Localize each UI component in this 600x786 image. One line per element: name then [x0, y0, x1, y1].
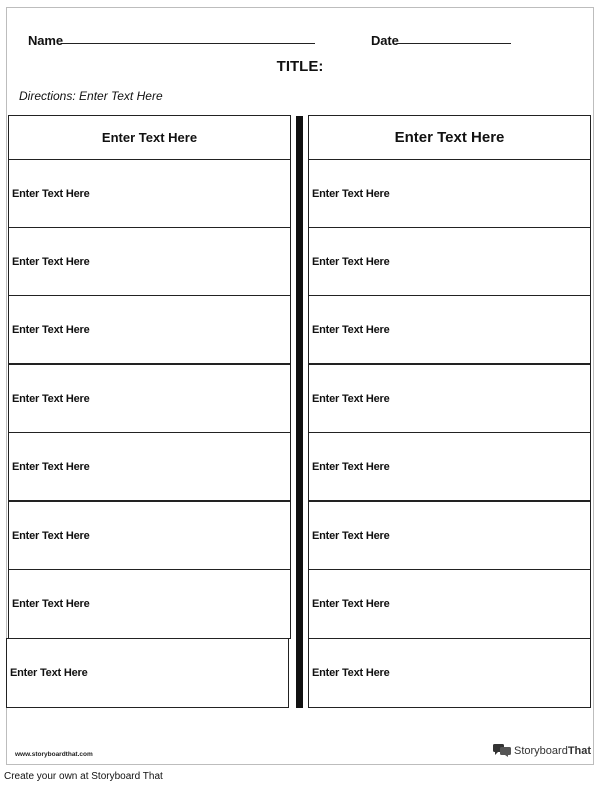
right-row-cell[interactable]: Enter Text Here	[308, 159, 591, 228]
brand-name-part1: Storyboard	[514, 744, 568, 757]
right-row-cell[interactable]: Enter Text Here	[308, 501, 591, 570]
left-row-cell[interactable]: Enter Text Here	[8, 432, 291, 501]
name-field-line[interactable]	[62, 43, 315, 44]
right-row-cell[interactable]: Enter Text Here	[308, 295, 591, 364]
create-your-own-caption[interactable]: Create your own at Storyboard That	[4, 771, 163, 782]
right-row-cell[interactable]: Enter Text Here	[308, 569, 591, 639]
left-row-cell[interactable]: Enter Text Here	[8, 569, 291, 639]
left-row-cell[interactable]: Enter Text Here	[8, 501, 291, 570]
right-row-cell[interactable]: Enter Text Here	[308, 364, 591, 433]
name-label: Name	[28, 33, 64, 48]
footer-url: www.storyboardthat.com	[15, 751, 93, 758]
right-row-cell[interactable]: Enter Text Here	[308, 638, 591, 708]
left-row-cell[interactable]: Enter Text Here	[8, 364, 291, 433]
left-row-cell[interactable]: Enter Text Here	[8, 295, 291, 364]
storyboardthat-logo[interactable]	[493, 744, 591, 757]
right-column-heading[interactable]: Enter Text Here	[308, 115, 591, 160]
left-row-cell[interactable]: Enter Text Here	[8, 159, 291, 228]
brand-name-part2: That	[567, 744, 592, 757]
speech-bubbles-icon	[493, 744, 511, 757]
right-row-cell[interactable]: Enter Text Here	[308, 432, 591, 501]
left-column-heading[interactable]: Enter Text Here	[8, 115, 291, 160]
left-row-cell[interactable]: Enter Text Here	[6, 638, 289, 708]
date-field-line[interactable]	[398, 43, 511, 44]
worksheet-title: TITLE:	[276, 58, 324, 75]
date-label: Date	[371, 33, 399, 48]
brand-name	[514, 745, 591, 757]
right-row-cell[interactable]: Enter Text Here	[308, 227, 591, 296]
left-row-cell[interactable]: Enter Text Here	[8, 227, 291, 296]
directions-text: Directions: Enter Text Here	[19, 89, 163, 103]
column-divider	[296, 116, 303, 708]
